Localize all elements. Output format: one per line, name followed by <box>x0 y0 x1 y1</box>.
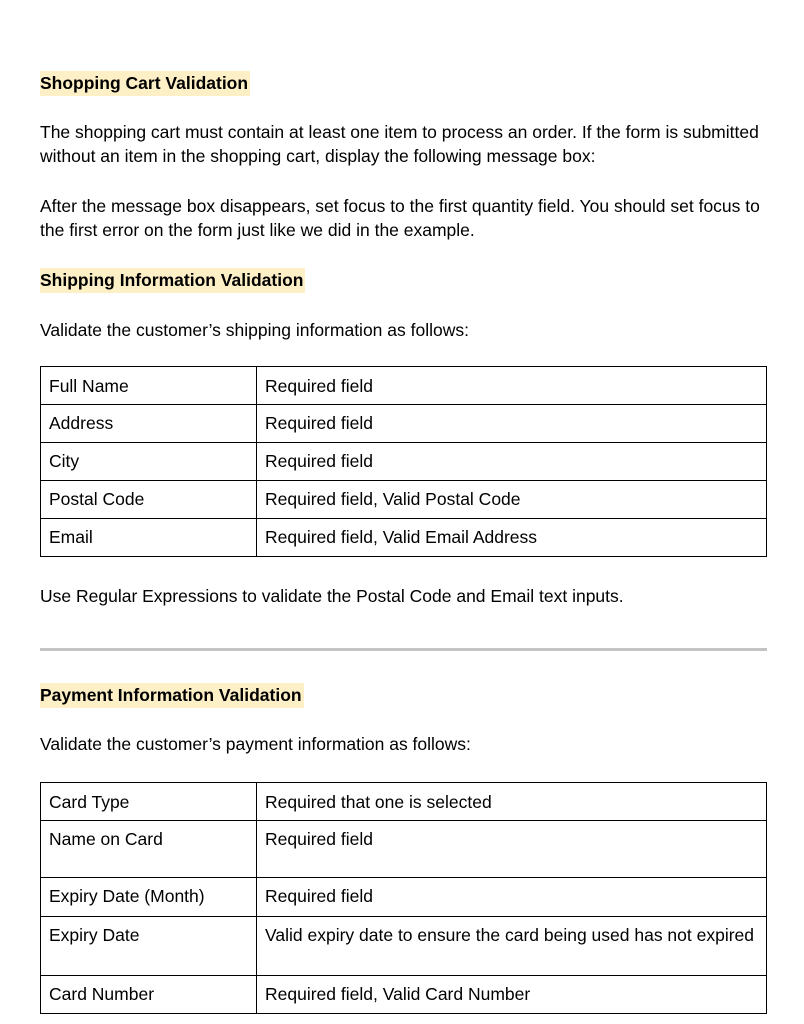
field-cell: Expiry Date <box>41 917 257 976</box>
shopping-cart-paragraph: The shopping cart must contain at least one item to process an order. If the form is submitted without an item in the shopping cart, display the following message box: <box>40 122 759 166</box>
rule-cell: Required field <box>257 367 767 405</box>
table-row <box>41 783 767 821</box>
focus-paragraph: After the message box disappears, set focus to the first quantity field. You should set focus to the first error on the form just like we did in the example. <box>40 196 760 240</box>
field-cell: Address <box>41 405 257 443</box>
table-row <box>41 878 767 917</box>
field-cell: City <box>41 443 257 481</box>
field-cell: Card Type <box>41 783 257 821</box>
rule-cell: Required that one is selected <box>257 783 767 821</box>
rule-cell: Valid expiry date to ensure the card being used has not expired <box>257 917 767 976</box>
shipping-heading: Shipping Information Validation <box>40 268 305 293</box>
table-row <box>41 976 767 1014</box>
table-row <box>41 481 767 519</box>
field-cell: Postal Code <box>41 481 257 519</box>
payment-intro: Validate the customer’s payment information as follows: <box>40 734 471 754</box>
field-cell: Email <box>41 519 257 557</box>
shipping-intro: Validate the customer’s shipping information as follows: <box>40 320 469 340</box>
section-divider <box>40 648 767 651</box>
payment-heading: Payment Information Validation <box>40 683 304 708</box>
table-row <box>41 821 767 878</box>
field-cell: Full Name <box>41 367 257 405</box>
shipping-table <box>40 366 767 557</box>
field-cell: Card Number <box>41 976 257 1014</box>
table-row <box>41 519 767 557</box>
table-row <box>41 917 767 976</box>
rule-cell: Required field, Valid Email Address <box>257 519 767 557</box>
table-row <box>41 443 767 481</box>
rule-cell: Required field <box>257 405 767 443</box>
payment-table <box>40 782 767 1014</box>
rule-cell: Required field <box>257 443 767 481</box>
table-row <box>41 405 767 443</box>
rule-cell: Required field, Valid Postal Code <box>257 481 767 519</box>
regex-note: Use Regular Expressions to validate the Postal Code and Email text inputs. <box>40 586 624 606</box>
table-row <box>41 367 767 405</box>
shopping-cart-heading: Shopping Cart Validation <box>40 71 250 96</box>
rule-cell: Required field, Valid Card Number <box>257 976 767 1014</box>
rule-cell: Required field <box>257 878 767 917</box>
field-cell: Expiry Date (Month) <box>41 878 257 917</box>
rule-cell: Required field <box>257 821 767 878</box>
field-cell: Name on Card <box>41 821 257 878</box>
